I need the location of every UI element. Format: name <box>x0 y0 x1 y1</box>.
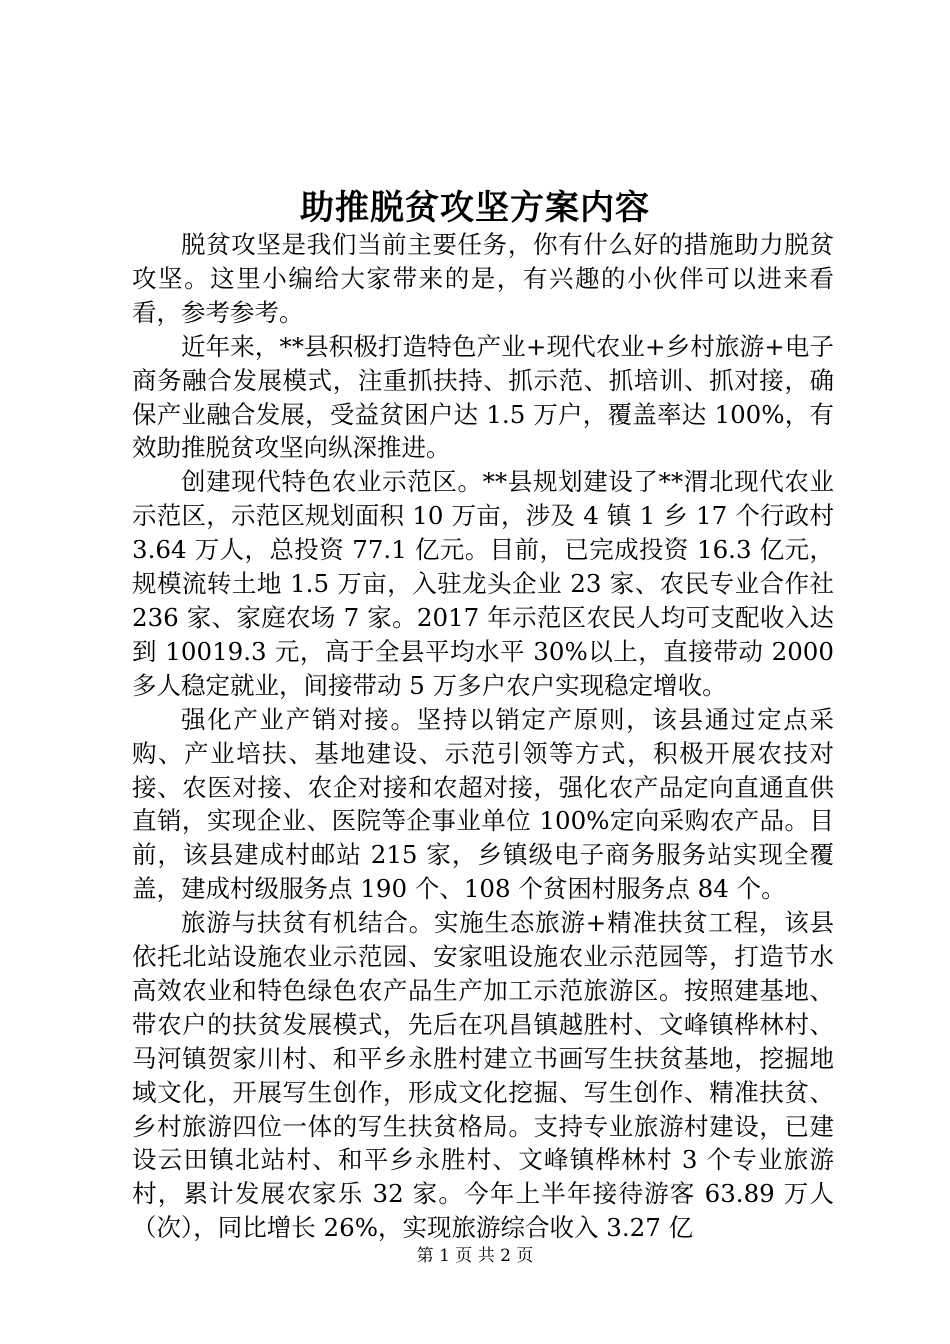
document-body <box>132 228 834 1245</box>
paragraph-intro: 脱贫攻坚是我们当前主要任务，你有什么好的措施助力脱贫攻坚。这里小编给大家带来的是，有兴趣的小伙伴可以进来看看，参考参考。 <box>132 230 834 327</box>
page-number-footer: 第 1 页 共 2 页 <box>416 1246 534 1266</box>
paragraph-production-sales: 强化产业产销对接。坚持以销定产原则，该县通过定点采购、产业培扶、基地建设、示范引领等方式，积极开展农技对接、农医对接、农企对接和农超对接，强化农产品定向直通直供直销，实现企业、医院等企事业单位 100%定向采购农产品。目前，该县建成村邮站 215 家，乡镇级电子商务服务站实现全覆盖，建成村级服务点 190 个、108 个贫困村服务点 84 个。 <box>132 704 834 904</box>
document-title: 助推脱贫攻坚方案内容 <box>300 188 650 228</box>
paragraph-overview: 近年来，**县积极打造特色产业+现代农业+乡村旅游+电子商务融合发展模式，注重抓扶持、抓示范、抓培训、抓对接，确保产业融合发展，受益贫困户达 1.5 万户，覆盖率达 100%，有效助推脱贫攻坚向纵深推进。 <box>132 331 834 463</box>
paragraph-tourism: 旅游与扶贫有机结合。实施生态旅游+精准扶贫工程，该县依托北站设施农业示范园、安家咀设施农业示范园等，打造节水高效农业和特色绿色农产品生产加工示范旅游区。按照建基地、带农户的扶贫发展模式，先后在巩昌镇越胜村、文峰镇桦林村、马河镇贺家川村、和平乡永胜村建立书画写生扶贫基地，挖掘地域文化，开展写生创作，形成文化挖掘、写生创作、精准扶贫、乡村旅游四位一体的写生扶贫格局。支持专业旅游村建设，已建设云田镇北站村、和平乡永胜村、文峰镇桦林村 3 个专业旅游村，累计发展农家乐 32 家。今年上半年接待游客 63.89 万人（次），同比增长 26%，实现旅游综合收入 3.27 亿 <box>132 908 834 1243</box>
paragraph-demo-zone: 创建现代特色农业示范区。**县规划建设了**渭北现代农业示范区，示范区规划面积 10 万亩，涉及 4 镇 1 乡 17 个行政村 3.64 万人，总投资 77.1 亿元。目前，已完成投资 16.3 亿元，规模流转土地 1.5 万亩，入驻龙头企业 23 家、农民专业合作社 236 家、家庭农场 7 家。2017 年示范区农民人均可支配收入达到 10019.3 元，高于全县平均水平 30%以上，直接带动 2000 多人稳定就业，间接带动 5 万多户农户实现稳定增收。 <box>132 467 834 700</box>
